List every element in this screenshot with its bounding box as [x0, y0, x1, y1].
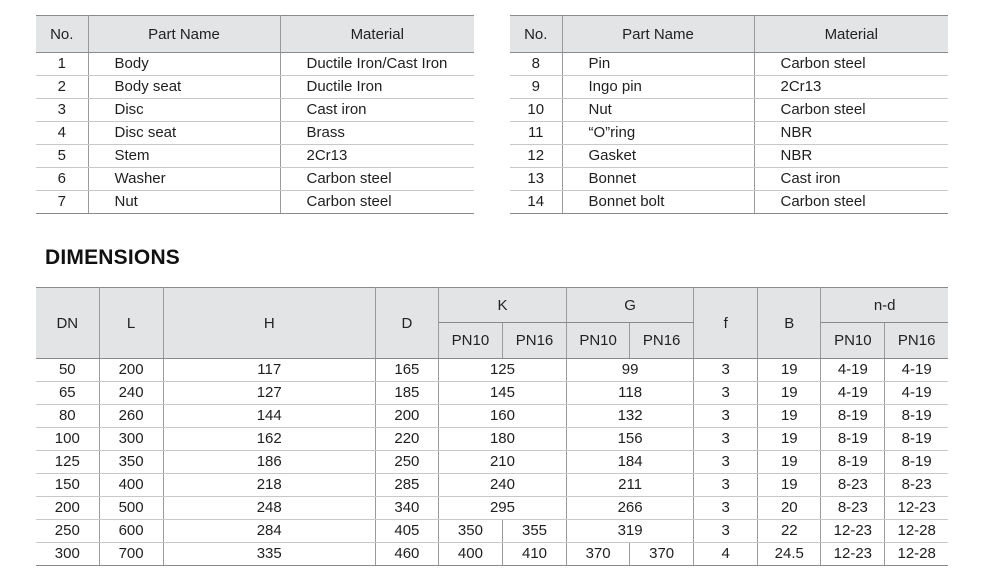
header-n-d: n-d [821, 288, 948, 323]
part-name-cell: Body [88, 53, 280, 76]
g-pn16-cell: 370 [630, 543, 694, 566]
h-cell: 186 [163, 451, 375, 474]
part-material-cell: NBR [754, 145, 948, 168]
table-row [36, 520, 948, 543]
f-cell: 3 [694, 497, 758, 520]
nd-pn10-cell: 8-23 [821, 497, 885, 520]
part-name-cell: Ingo pin [562, 76, 754, 99]
header-l: L [99, 288, 163, 359]
part-no-cell: 1 [36, 53, 88, 76]
nd-pn10-cell: 12-23 [821, 543, 885, 566]
f-cell: 3 [694, 474, 758, 497]
dim-header-row-1 [36, 288, 948, 323]
part-material-cell: Cast iron [280, 99, 474, 122]
d-cell: 200 [375, 405, 438, 428]
b-cell: 19 [758, 474, 821, 497]
d-cell: 220 [375, 428, 438, 451]
g-cell: 319 [567, 520, 694, 543]
b-cell: 19 [758, 405, 821, 428]
header-d: D [375, 288, 438, 359]
table-row [36, 382, 948, 405]
k-cell: 295 [438, 497, 566, 520]
header-no: No. [510, 16, 562, 53]
k-cell: 125 [438, 359, 566, 382]
k-cell: 180 [438, 428, 566, 451]
dn-cell: 125 [36, 451, 99, 474]
nd-pn10-cell: 4-19 [821, 382, 885, 405]
header-b: B [758, 288, 821, 359]
part-name-cell: Washer [88, 168, 280, 191]
nd-pn16-cell: 4-19 [885, 359, 948, 382]
dn-cell: 65 [36, 382, 99, 405]
dn-cell: 100 [36, 428, 99, 451]
g-cell: 184 [567, 451, 694, 474]
part-material-cell: Brass [280, 122, 474, 145]
nd-pn10-cell: 4-19 [821, 359, 885, 382]
nd-pn16-cell: 8-23 [885, 474, 948, 497]
l-cell: 500 [99, 497, 163, 520]
l-cell: 400 [99, 474, 163, 497]
f-cell: 3 [694, 405, 758, 428]
d-cell: 285 [375, 474, 438, 497]
g-pn10-cell: 370 [567, 543, 630, 566]
dimensions-table [36, 287, 948, 566]
part-name-cell: “O”ring [562, 122, 754, 145]
b-cell: 19 [758, 451, 821, 474]
part-no-cell: 8 [510, 53, 562, 76]
header-k-pn10: PN10 [438, 323, 502, 359]
part-material-cell: NBR [754, 122, 948, 145]
h-cell: 284 [163, 520, 375, 543]
l-cell: 240 [99, 382, 163, 405]
dn-cell: 250 [36, 520, 99, 543]
dn-cell: 80 [36, 405, 99, 428]
d-cell: 185 [375, 382, 438, 405]
part-no-cell: 2 [36, 76, 88, 99]
part-name-cell: Disc seat [88, 122, 280, 145]
header-k-pn16: PN16 [502, 323, 566, 359]
table-row [36, 474, 948, 497]
h-cell: 144 [163, 405, 375, 428]
dn-cell: 300 [36, 543, 99, 566]
header-material: Material [754, 16, 948, 53]
part-no-cell: 13 [510, 168, 562, 191]
k-cell: 145 [438, 382, 566, 405]
header-nd-pn10: PN10 [821, 323, 885, 359]
h-cell: 218 [163, 474, 375, 497]
nd-pn10-cell: 8-19 [821, 428, 885, 451]
table-row [510, 168, 948, 191]
part-no-cell: 10 [510, 99, 562, 122]
h-cell: 248 [163, 497, 375, 520]
table-row [36, 53, 474, 76]
part-no-cell: 12 [510, 145, 562, 168]
nd-pn16-cell: 8-19 [885, 405, 948, 428]
f-cell: 3 [694, 451, 758, 474]
f-cell: 3 [694, 428, 758, 451]
d-cell: 250 [375, 451, 438, 474]
f-cell: 3 [694, 382, 758, 405]
header-k: K [438, 288, 566, 323]
k-cell: 160 [438, 405, 566, 428]
dn-cell: 150 [36, 474, 99, 497]
part-name-cell: Bonnet [562, 168, 754, 191]
table-row [510, 191, 948, 214]
l-cell: 350 [99, 451, 163, 474]
table-row [510, 122, 948, 145]
dn-cell: 200 [36, 497, 99, 520]
k-cell: 210 [438, 451, 566, 474]
k-pn16-cell: 410 [502, 543, 566, 566]
l-cell: 300 [99, 428, 163, 451]
table-row [36, 76, 474, 99]
table-row [36, 122, 474, 145]
g-cell: 99 [567, 359, 694, 382]
d-cell: 340 [375, 497, 438, 520]
part-no-cell: 3 [36, 99, 88, 122]
header-material: Material [280, 16, 474, 53]
part-no-cell: 11 [510, 122, 562, 145]
part-no-cell: 5 [36, 145, 88, 168]
table-row [36, 145, 474, 168]
part-name-cell: Pin [562, 53, 754, 76]
nd-pn16-cell: 8-19 [885, 451, 948, 474]
part-no-cell: 14 [510, 191, 562, 214]
table-row [36, 428, 948, 451]
nd-pn10-cell: 8-19 [821, 451, 885, 474]
g-cell: 118 [567, 382, 694, 405]
part-material-cell: Carbon steel [754, 53, 948, 76]
b-cell: 19 [758, 359, 821, 382]
part-name-cell: Nut [562, 99, 754, 122]
part-material-cell: Carbon steel [280, 168, 474, 191]
parts-header-row [510, 16, 948, 53]
g-cell: 266 [567, 497, 694, 520]
h-cell: 117 [163, 359, 375, 382]
nd-pn16-cell: 12-28 [885, 543, 948, 566]
table-row [36, 99, 474, 122]
header-g-pn16: PN16 [630, 323, 694, 359]
dn-cell: 50 [36, 359, 99, 382]
parts-table-right [510, 15, 948, 214]
part-material-cell: Carbon steel [754, 99, 948, 122]
part-name-cell: Nut [88, 191, 280, 214]
part-no-cell: 7 [36, 191, 88, 214]
header-h: H [163, 288, 375, 359]
l-cell: 200 [99, 359, 163, 382]
table-row [36, 497, 948, 520]
table-row [510, 76, 948, 99]
part-name-cell: Body seat [88, 76, 280, 99]
g-cell: 211 [567, 474, 694, 497]
table-row [36, 168, 474, 191]
k-cell: 240 [438, 474, 566, 497]
table-row [510, 145, 948, 168]
l-cell: 260 [99, 405, 163, 428]
b-cell: 19 [758, 428, 821, 451]
g-cell: 156 [567, 428, 694, 451]
part-name-cell: Stem [88, 145, 280, 168]
f-cell: 4 [694, 543, 758, 566]
header-part-name: Part Name [562, 16, 754, 53]
header-dn: DN [36, 288, 99, 359]
nd-pn16-cell: 12-28 [885, 520, 948, 543]
parts-table-left [36, 15, 474, 214]
part-no-cell: 4 [36, 122, 88, 145]
table-row [36, 405, 948, 428]
k-pn10-cell: 400 [438, 543, 502, 566]
h-cell: 335 [163, 543, 375, 566]
d-cell: 165 [375, 359, 438, 382]
header-part-name: Part Name [88, 16, 280, 53]
part-name-cell: Gasket [562, 145, 754, 168]
part-material-cell: 2Cr13 [754, 76, 948, 99]
nd-pn16-cell: 4-19 [885, 382, 948, 405]
l-cell: 600 [99, 520, 163, 543]
b-cell: 24.5 [758, 543, 821, 566]
d-cell: 460 [375, 543, 438, 566]
table-row [36, 191, 474, 214]
nd-pn16-cell: 8-19 [885, 428, 948, 451]
b-cell: 19 [758, 382, 821, 405]
part-material-cell: 2Cr13 [280, 145, 474, 168]
part-no-cell: 6 [36, 168, 88, 191]
g-cell: 132 [567, 405, 694, 428]
part-material-cell: Ductile Iron/Cast Iron [280, 53, 474, 76]
dimensions-title: DIMENSIONS [45, 246, 181, 269]
parts-header-row [36, 16, 474, 53]
table-row [510, 53, 948, 76]
nd-pn16-cell: 12-23 [885, 497, 948, 520]
part-no-cell: 9 [510, 76, 562, 99]
header-f: f [694, 288, 758, 359]
part-material-cell: Ductile Iron [280, 76, 474, 99]
part-name-cell: Disc [88, 99, 280, 122]
header-no: No. [36, 16, 88, 53]
header-g: G [567, 288, 694, 323]
table-row [36, 543, 948, 566]
l-cell: 700 [99, 543, 163, 566]
table-row [36, 359, 948, 382]
b-cell: 22 [758, 520, 821, 543]
h-cell: 162 [163, 428, 375, 451]
part-material-cell: Carbon steel [754, 191, 948, 214]
table-row [36, 451, 948, 474]
nd-pn10-cell: 8-23 [821, 474, 885, 497]
nd-pn10-cell: 8-19 [821, 405, 885, 428]
part-name-cell: Bonnet bolt [562, 191, 754, 214]
header-g-pn10: PN10 [567, 323, 630, 359]
k-pn16-cell: 355 [502, 520, 566, 543]
table-row [510, 99, 948, 122]
h-cell: 127 [163, 382, 375, 405]
k-pn10-cell: 350 [438, 520, 502, 543]
f-cell: 3 [694, 520, 758, 543]
nd-pn10-cell: 12-23 [821, 520, 885, 543]
part-material-cell: Carbon steel [280, 191, 474, 214]
f-cell: 3 [694, 359, 758, 382]
part-material-cell: Cast iron [754, 168, 948, 191]
d-cell: 405 [375, 520, 438, 543]
b-cell: 20 [758, 497, 821, 520]
header-nd-pn16: PN16 [885, 323, 948, 359]
